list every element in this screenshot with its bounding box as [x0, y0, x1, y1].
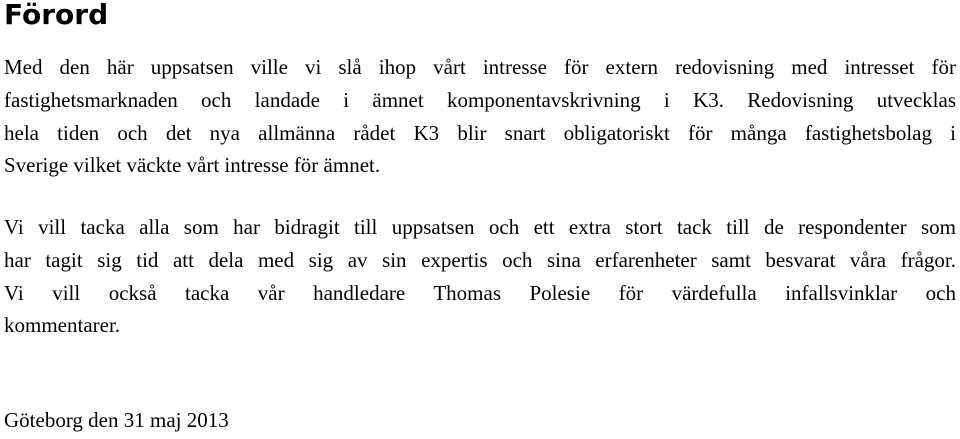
- paragraph-line: Med den här uppsatsen ville vi slå ihop vårt intresse för extern redovisning med intresset för: [4, 55, 956, 79]
- paragraph-line: Vi vill också tacka vår handledare Thomas Polesie för värdefulla infallsvinklar och: [4, 280, 956, 305]
- paragraph-line: kommentarer.: [4, 313, 121, 338]
- paragraph-line: hela tiden och det nya allmänna rådet K3 blir snart obligatoriskt för många fastighetsbolag i: [4, 120, 956, 145]
- paragraph-line: Sverige vilket väckte vårt intresse för ämnet.: [4, 153, 381, 178]
- paragraph-line: har tagit sig tid att dela med sig av sin expertis och sina erfarenheter samt besvarat våra frågor.: [4, 247, 956, 272]
- paragraph-line: Vi vill tacka alla som har bidragit till uppsatsen och ett extra stort tack till de respondenter som: [4, 215, 956, 239]
- page-heading: Förord: [4, 0, 109, 31]
- paragraph-thanks: [4, 211, 956, 342]
- paragraph-intro: [4, 51, 956, 182]
- paragraph-line: fastighetsmarknaden och landade i ämnet komponentavskrivning i K3. Redovisning utvecklas: [4, 87, 956, 112]
- signoff-place-date: Göteborg den 31 maj 2013: [4, 408, 229, 432]
